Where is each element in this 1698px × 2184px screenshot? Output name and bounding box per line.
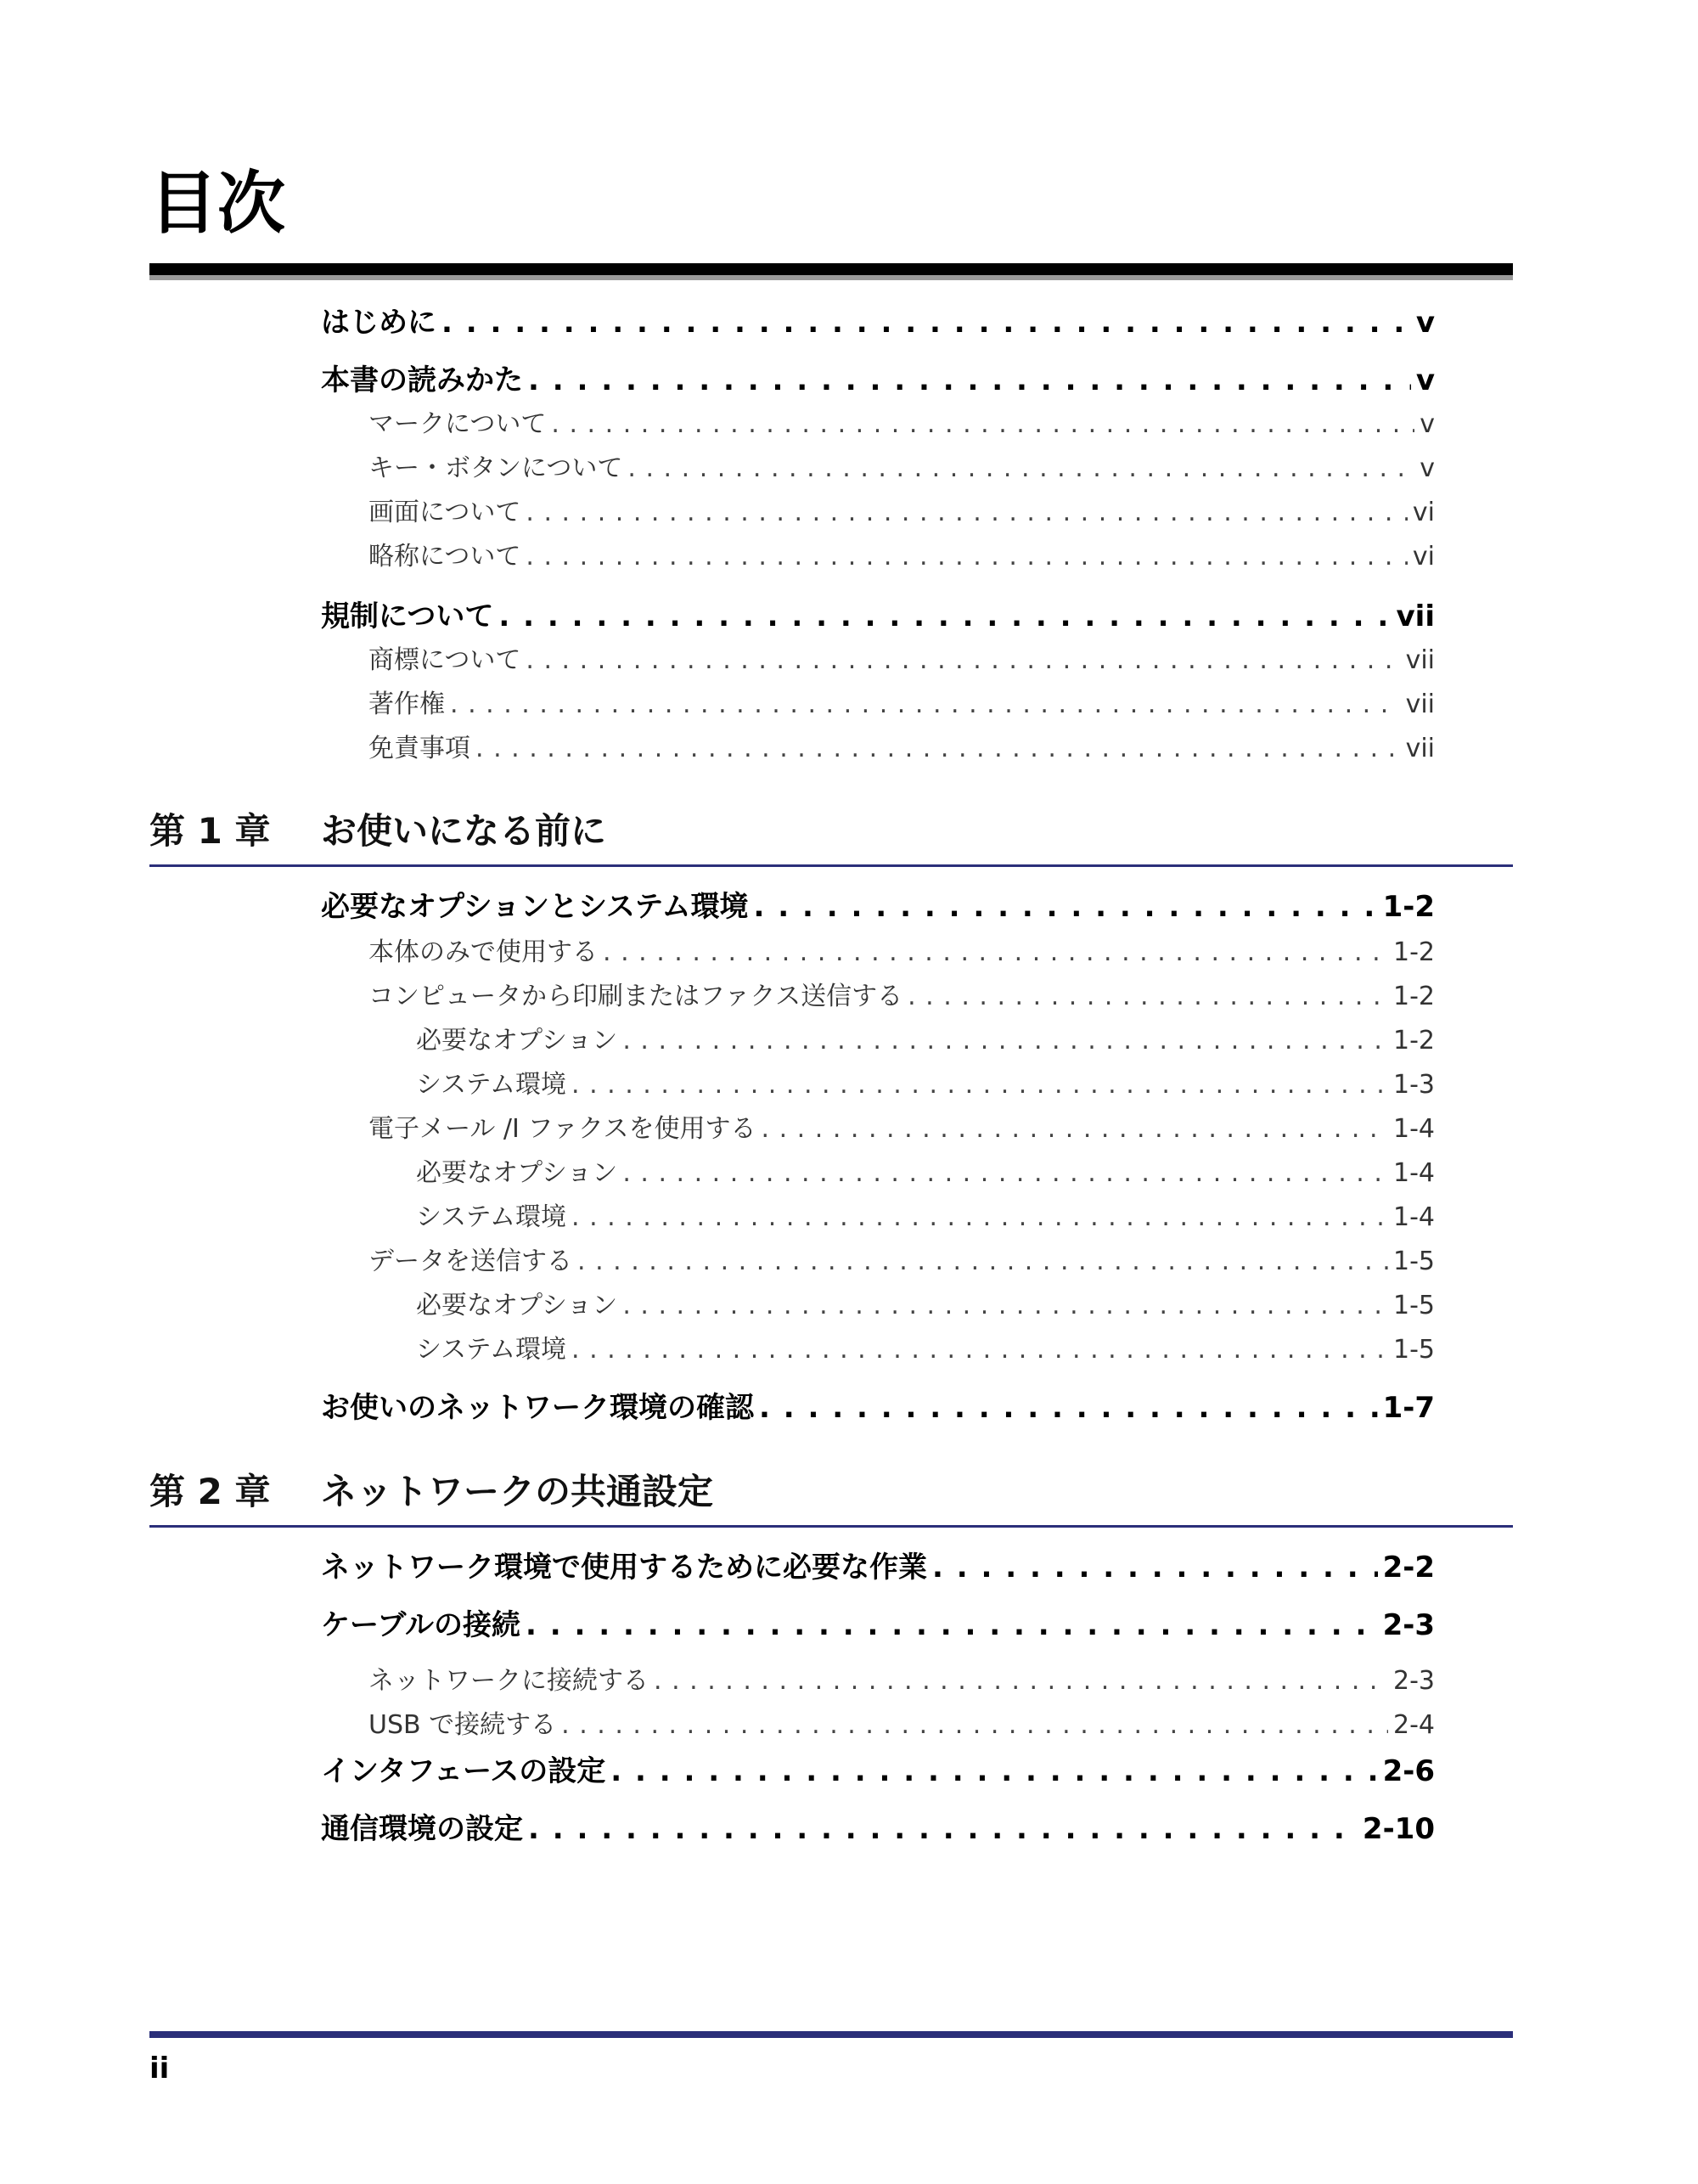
dot-leader — [622, 1026, 1388, 1055]
toc-entry[interactable] — [321, 299, 1435, 340]
toc-entry-page: vii — [1405, 690, 1435, 719]
toc-entry[interactable] — [368, 683, 1435, 720]
toc-entry-page: v — [1415, 306, 1435, 340]
toc-entry-page: 1-2 — [1393, 1026, 1435, 1055]
toc-entry[interactable] — [321, 1805, 1435, 1846]
toc-entry-label: コンピュータから印刷またはファクス送信する — [368, 982, 903, 1011]
toc-entry-page: vi — [1412, 542, 1435, 571]
toc-entry-label: USB で接続する — [368, 1710, 557, 1740]
toc-entry-page: 1-4 — [1393, 1158, 1435, 1188]
chapter-heading — [149, 803, 606, 854]
toc-entry-label: はじめに — [321, 306, 436, 340]
toc-entry-label: 本体のみで使用する — [368, 937, 598, 967]
toc-entry[interactable] — [321, 357, 1435, 397]
toc-entry[interactable] — [368, 1240, 1435, 1277]
dot-leader — [450, 690, 1401, 719]
toc-entry[interactable] — [321, 593, 1435, 633]
toc-entry-page: 1-5 — [1393, 1335, 1435, 1365]
toc-entry-label: 本書の読みかた — [321, 363, 523, 397]
toc-entry-page: 1-2 — [1393, 982, 1435, 1011]
toc-entry-label: 画面について — [368, 498, 521, 527]
toc-entry-page: v — [1415, 363, 1435, 397]
toc-entry-label: 免責事項 — [368, 734, 470, 763]
toc-entry[interactable] — [416, 1196, 1435, 1233]
toc-entry[interactable] — [368, 402, 1435, 440]
toc-entry-page: 2-4 — [1393, 1710, 1435, 1740]
toc-entry-label: 通信環境の設定 — [321, 1812, 523, 1846]
chapter-number: 第 1 章 — [149, 810, 271, 852]
dot-leader — [610, 1754, 1377, 1788]
page-number: ii — [149, 2052, 170, 2085]
chapter-title: ネットワークの共通設定 — [321, 1471, 714, 1512]
dot-leader — [526, 645, 1400, 675]
toc-entry-page: 1-3 — [1393, 1070, 1435, 1100]
dot-leader — [908, 982, 1388, 1011]
toc-entry-label: マークについて — [368, 409, 547, 439]
toc-entry-page: 1-5 — [1393, 1291, 1435, 1320]
toc-entry[interactable] — [416, 1151, 1435, 1189]
toc-entry-label: 必要なオプション — [416, 1158, 618, 1188]
toc-entry[interactable] — [416, 1063, 1435, 1100]
toc-entry-page: vi — [1412, 498, 1435, 527]
toc-entry-label: ネットワーク環境で使用するために必要な作業 — [321, 1551, 927, 1585]
toc-entry-label: お使いのネットワーク環境の確認 — [321, 1391, 754, 1425]
dot-leader — [577, 1247, 1388, 1276]
toc-entry-label: 規制について — [321, 599, 494, 633]
dot-leader — [528, 1812, 1358, 1846]
toc-entry[interactable] — [416, 1284, 1435, 1321]
dot-leader — [571, 1070, 1388, 1100]
toc-entry[interactable] — [368, 1107, 1435, 1145]
toc-entry[interactable] — [321, 1601, 1435, 1642]
toc-entry-page: vii — [1405, 734, 1435, 763]
chapter-number: 第 2 章 — [149, 1471, 271, 1512]
title-rule — [149, 263, 1513, 280]
dot-leader — [571, 1335, 1388, 1365]
dot-leader — [526, 542, 1408, 571]
toc-entry-label: 必要なオプション — [416, 1291, 618, 1320]
dot-leader — [571, 1202, 1388, 1232]
dot-leader — [622, 1291, 1388, 1320]
toc-entry-label: 略称について — [368, 542, 521, 571]
toc-entry[interactable] — [368, 931, 1435, 968]
chapter-title: お使いになる前に — [321, 810, 607, 852]
dot-leader — [475, 734, 1401, 763]
toc-entry-label: インタフェースの設定 — [321, 1754, 606, 1788]
toc-entry-label: システム環境 — [416, 1202, 566, 1232]
dot-leader — [498, 599, 1391, 633]
toc-entry[interactable] — [368, 727, 1435, 764]
toc-entry[interactable] — [321, 1748, 1435, 1788]
footer-rule — [149, 2031, 1513, 2038]
dot-leader — [762, 1114, 1388, 1144]
dot-leader — [622, 1158, 1388, 1188]
toc-entry[interactable] — [368, 491, 1435, 528]
toc-entry-page: vii — [1396, 599, 1435, 633]
toc-entry-page: 1-4 — [1393, 1114, 1435, 1144]
toc-entry[interactable] — [368, 447, 1435, 484]
toc-entry-label: 必要なオプション — [416, 1026, 618, 1055]
toc-entry-page: 2-2 — [1382, 1551, 1435, 1585]
toc-entry-page: 1-2 — [1382, 890, 1435, 924]
toc-entry[interactable] — [416, 1328, 1435, 1365]
toc-entry[interactable] — [321, 1384, 1435, 1425]
page-title: 目次 — [149, 164, 285, 243]
toc-entry[interactable] — [368, 639, 1435, 676]
toc-entry-page: 2-3 — [1393, 1666, 1435, 1696]
toc-entry-page: 1-4 — [1393, 1202, 1435, 1232]
toc-entry-page: 1-7 — [1382, 1391, 1435, 1425]
toc-entry-label: 電子メール /I ファクスを使用する — [368, 1114, 756, 1144]
toc-entry[interactable] — [321, 883, 1435, 924]
toc-entry-label: システム環境 — [416, 1070, 566, 1100]
toc-entry[interactable] — [368, 1703, 1435, 1741]
toc-entry[interactable] — [321, 1544, 1435, 1585]
toc-entry-label: データを送信する — [368, 1247, 572, 1276]
toc-entry[interactable] — [368, 975, 1435, 1012]
dot-leader — [932, 1551, 1378, 1585]
toc-entry[interactable] — [368, 535, 1435, 572]
toc-entry-page: v — [1420, 409, 1435, 439]
toc-entry-page: 2-6 — [1382, 1754, 1435, 1788]
toc-entry-page: vii — [1405, 645, 1435, 675]
toc-entry-page: v — [1420, 453, 1435, 483]
toc-entry-page: 2-10 — [1362, 1812, 1435, 1846]
dot-leader — [654, 1666, 1388, 1696]
toc-entry-page: 1-5 — [1393, 1247, 1435, 1276]
dot-leader — [561, 1710, 1388, 1740]
toc-entry[interactable] — [416, 1019, 1435, 1056]
dot-leader — [441, 306, 1411, 340]
chapter-rule — [149, 1525, 1513, 1528]
chapter-rule — [149, 864, 1513, 867]
dot-leader — [603, 937, 1388, 967]
toc-entry-label: キー・ボタンについて — [368, 453, 623, 483]
dot-leader — [551, 409, 1414, 439]
dot-leader — [759, 1391, 1378, 1425]
toc-entry-page: 2-3 — [1382, 1608, 1435, 1642]
dot-leader — [754, 890, 1378, 924]
chapter-heading — [149, 1464, 713, 1515]
toc-entry-label: 商標について — [368, 645, 521, 675]
toc-entry-label: 著作権 — [368, 690, 445, 719]
toc-entry-label: ケーブルの接続 — [321, 1608, 520, 1642]
toc-entry[interactable] — [368, 1659, 1435, 1697]
dot-leader — [627, 453, 1414, 483]
dot-leader — [526, 1608, 1378, 1642]
toc-entry-page: 1-2 — [1393, 937, 1435, 967]
toc-entry-label: 必要なオプションとシステム環境 — [321, 890, 749, 924]
toc-entry-label: システム環境 — [416, 1335, 566, 1365]
dot-leader — [526, 498, 1408, 527]
dot-leader — [528, 363, 1411, 397]
toc-entry-label: ネットワークに接続する — [368, 1666, 649, 1696]
